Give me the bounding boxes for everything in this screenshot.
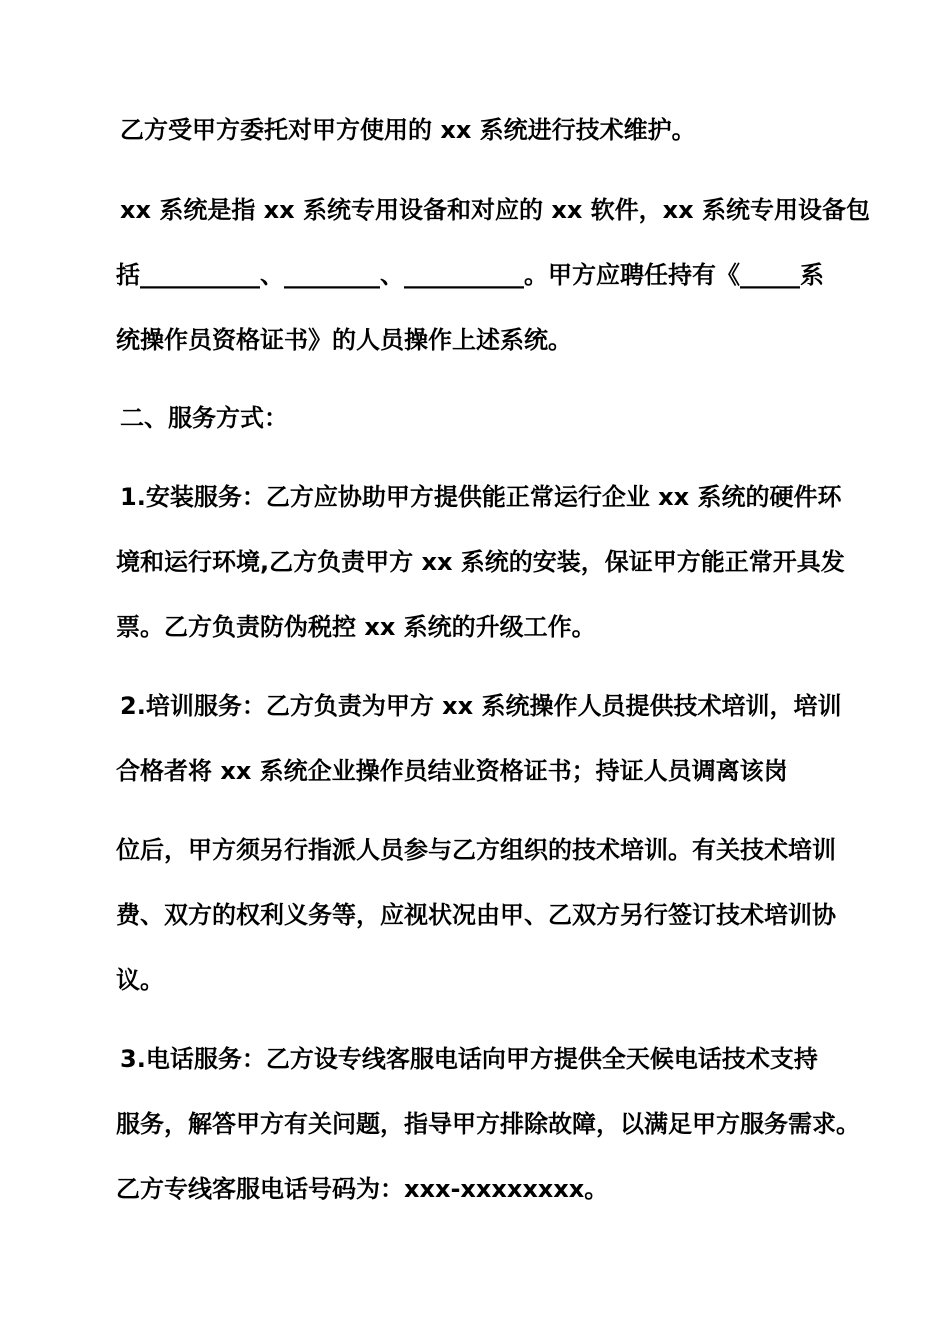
- paragraph-intro-line: 乙方受甲方委托对甲方使用的 xx 系统进行技术维护。: [120, 116, 696, 144]
- item-phone-line-2: 服务，解答甲方有关问题，指导甲方排除故障，以满足甲方服务需求。: [116, 1110, 860, 1138]
- item-install-line-3: 票。乙方负责防伪税控 xx 系统的升级工作。: [116, 613, 596, 641]
- item-training-line-3: 位后，甲方须另行指派人员参与乙方组织的技术培训。有关技术培训: [116, 836, 836, 864]
- paragraph-system-line-2: 括__________、________、__________。甲方应聘任持有《_____系: [116, 261, 824, 289]
- item-phone-line-1: 3.电话服务：乙方设专线客服电话向甲方提供全天候电话技术支持: [120, 1045, 818, 1073]
- item-training-line-5: 议。: [116, 966, 164, 994]
- item-phone-line-3: 乙方专线客服电话号码为：xxx-xxxxxxxx。: [116, 1175, 609, 1203]
- paragraph-system-line-1: xx 系统是指 xx 系统专用设备和对应的 xx 软件，xx 系统专用设备包: [120, 196, 870, 224]
- item-training-line-1: 2.培训服务：乙方负责为甲方 xx 系统操作人员提供技术培训，培训: [120, 692, 842, 720]
- item-training-line-4: 费、双方的权利义务等，应视状况由甲、乙双方另行签订技术培训协: [116, 901, 836, 929]
- item-install-line-2: 境和运行环境,乙方负责甲方 xx 系统的安装，保证甲方能正常开具发: [116, 548, 845, 576]
- section-heading-service-mode: 二、服务方式：: [120, 404, 288, 432]
- item-install-line-1: 1.安装服务：乙方应协助甲方提供能正常运行企业 xx 系统的硬件环: [120, 483, 842, 511]
- item-training-line-2: 合格者将 xx 系统企业操作员结业资格证书；持证人员调离该岗: [116, 757, 788, 785]
- paragraph-system-line-3: 统操作员资格证书》的人员操作上述系统。: [116, 326, 572, 354]
